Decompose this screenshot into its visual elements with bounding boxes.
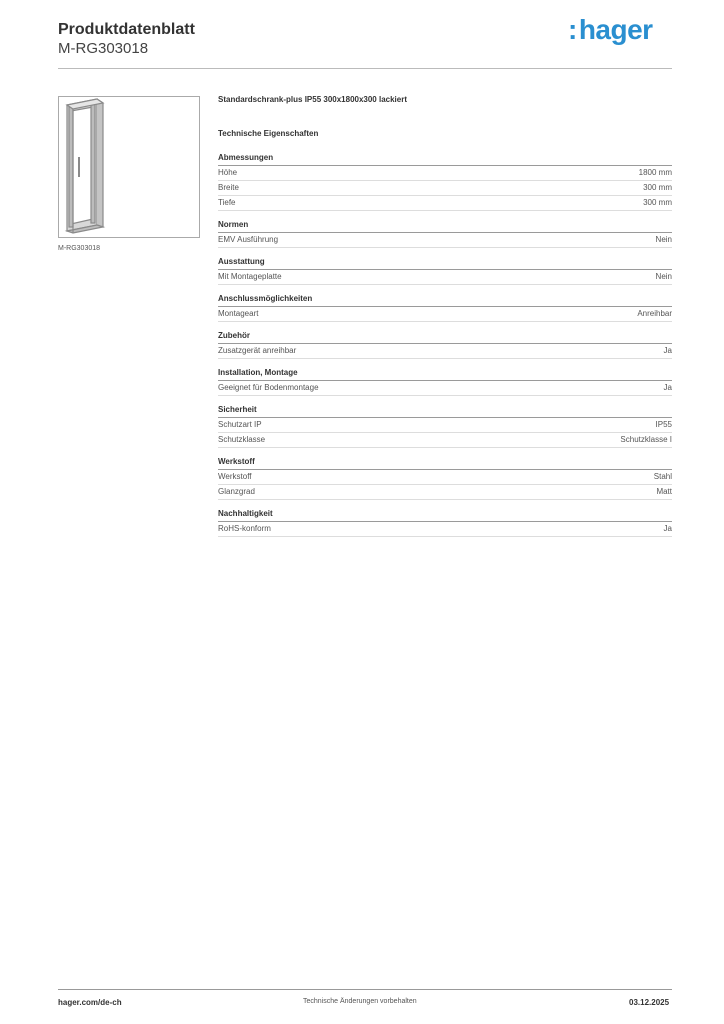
section-abmessungen xyxy=(218,153,672,211)
section-title: Nachhaltigkeit xyxy=(218,509,672,522)
section-title: Anschlussmöglichkeiten xyxy=(218,294,672,307)
spec-label: Schutzart IP xyxy=(218,420,262,429)
spec-value: Nein xyxy=(655,272,672,281)
spec-row xyxy=(218,485,672,500)
spec-label: Breite xyxy=(218,183,239,192)
spec-row xyxy=(218,233,672,248)
section-title: Sicherheit xyxy=(218,405,672,418)
spec-row xyxy=(218,307,672,322)
spec-value: Ja xyxy=(663,524,672,533)
logo-text: hager xyxy=(578,14,653,45)
spec-row xyxy=(218,196,672,211)
spec-row xyxy=(218,270,672,285)
footer-divider xyxy=(58,989,672,990)
section-installation xyxy=(218,368,672,396)
spec-value: Ja xyxy=(663,346,672,355)
header-divider xyxy=(58,68,672,69)
spec-value: Schutzklasse I xyxy=(620,435,672,444)
spec-label: EMV Ausführung xyxy=(218,235,279,244)
section-nachhaltigkeit xyxy=(218,509,672,537)
spec-row xyxy=(218,418,672,433)
section-werkstoff xyxy=(218,457,672,500)
product-name: Standardschrank-plus IP55 300x1800x300 lackiert xyxy=(218,95,407,104)
spec-value: Nein xyxy=(655,235,672,244)
spec-value: Stahl xyxy=(653,472,672,481)
article-number: M-RG303018 xyxy=(58,40,149,57)
section-title: Normen xyxy=(218,220,672,233)
spec-row xyxy=(218,166,672,181)
page-title: Produktdatenblatt xyxy=(58,21,195,38)
spec-value: 300 mm xyxy=(643,183,672,192)
spec-label: RoHS-konform xyxy=(218,524,271,533)
spec-value: 1800 mm xyxy=(638,168,672,177)
spec-value: Ja xyxy=(663,383,672,392)
footer-disclaimer: Technische Änderungen vorbehalten xyxy=(303,998,417,1005)
product-image xyxy=(58,96,200,238)
section-normen xyxy=(218,220,672,248)
spec-row xyxy=(218,470,672,485)
spec-label: Geeignet für Bodenmontage xyxy=(218,383,319,392)
section-title: Ausstattung xyxy=(218,257,672,270)
footer-date: 03.12.2025 xyxy=(629,998,670,1007)
section-anschluss xyxy=(218,294,672,322)
footer-website: hager.com/de-ch xyxy=(58,998,122,1007)
spec-row xyxy=(218,381,672,396)
spec-label: Mit Montageplatte xyxy=(218,272,282,281)
hager-logo: :hager xyxy=(568,14,653,45)
section-sicherheit xyxy=(218,405,672,448)
section-title: Zubehör xyxy=(218,331,672,344)
spec-label: Tiefe xyxy=(218,198,236,207)
section-title: Werkstoff xyxy=(218,457,672,470)
section-title: Abmessungen xyxy=(218,153,672,166)
spec-value: Anreihbar xyxy=(637,309,672,318)
spec-row xyxy=(218,433,672,448)
spec-label: Höhe xyxy=(218,168,238,177)
spec-value: IP55 xyxy=(655,420,672,429)
spec-row xyxy=(218,522,672,537)
spec-value: 300 mm xyxy=(643,198,672,207)
cabinet-frame-icon xyxy=(59,97,199,237)
section-ausstattung xyxy=(218,257,672,285)
spec-label: Schutzklasse xyxy=(218,435,266,444)
section-title: Installation, Montage xyxy=(218,368,672,381)
tech-heading: Technische Eigenschaften xyxy=(218,129,319,138)
spec-label: Glanzgrad xyxy=(218,487,255,496)
image-caption: M-RG303018 xyxy=(58,245,101,252)
section-zubehoer xyxy=(218,331,672,359)
spec-value: Matt xyxy=(656,487,672,496)
spec-content xyxy=(218,95,672,546)
spec-label: Zusatzgerät anreihbar xyxy=(218,346,297,355)
spec-label: Werkstoff xyxy=(218,472,252,481)
spec-row xyxy=(218,344,672,359)
spec-row xyxy=(218,181,672,196)
spec-label: Montageart xyxy=(218,309,259,318)
